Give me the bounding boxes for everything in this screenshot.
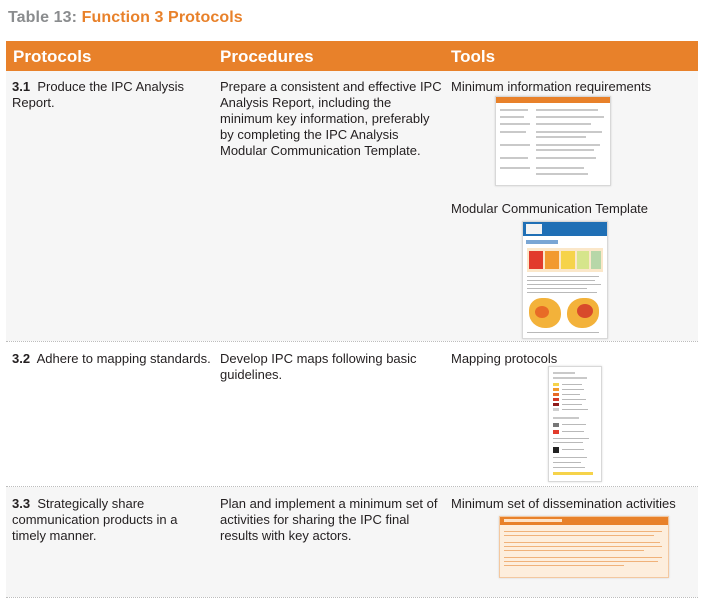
protocol-3-3: 3.3 Strategically share communication products in a timely manner.	[12, 496, 178, 543]
procedure-3-2: Develop IPC maps following basic guidelines.	[220, 351, 417, 382]
protocol-3-2: 3.2 Adhere to mapping standards.	[12, 351, 211, 366]
procedure-3-3: Plan and implement a minimum set of activities for sharing the IPC final results with key actors.	[220, 496, 438, 543]
header-protocols: Protocols	[13, 47, 92, 66]
header-tools: Tools	[451, 47, 496, 66]
dissemination-activities-thumbnail	[499, 516, 669, 578]
mapping-protocols-thumbnail	[548, 366, 602, 482]
modular-template-thumbnail	[522, 221, 608, 339]
table-number: Table 13:	[8, 9, 78, 26]
row-divider	[6, 597, 698, 598]
procedure-3-1: Prepare a consistent and effective IPC Analysis Report, including the minimum key information, preferably by completing the IPC Analysis Modular Communication Template.	[220, 79, 442, 158]
row-divider	[6, 341, 698, 342]
tool-mapping-protocols: Mapping protocols	[451, 351, 558, 366]
tool-minimum-information: Minimum information requirements	[451, 79, 652, 94]
tool-dissemination-activities: Minimum set of dissemination activities	[451, 496, 676, 511]
header-procedures: Procedures	[220, 47, 314, 66]
table-title-text: Function 3 Protocols	[81, 9, 243, 26]
minimum-information-thumbnail	[495, 96, 611, 186]
tool-modular-communication: Modular Communication Template	[451, 201, 649, 216]
table-header	[6, 41, 698, 71]
table-title	[8, 9, 243, 27]
protocol-3-1: 3.1 Produce the IPC Analysis Report.	[12, 79, 185, 110]
